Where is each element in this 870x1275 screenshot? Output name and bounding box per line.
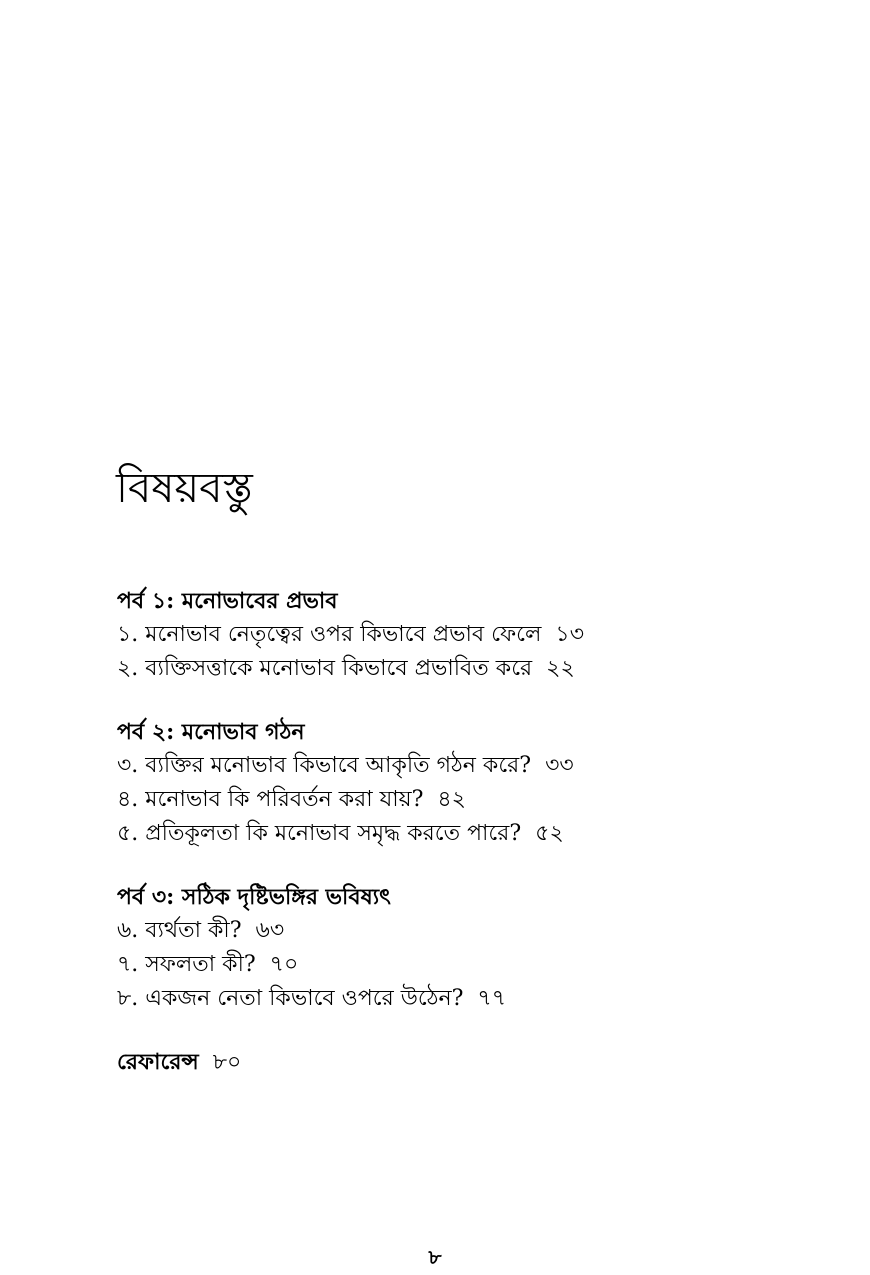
toc-section-3: [117, 880, 817, 1016]
toc-entry-label: ২. ব্যক্তিসত্তাকে মনোভাব কিভাবে প্রভাবিত করে: [117, 656, 533, 681]
references-page: ৮০: [212, 1050, 242, 1075]
toc-entry-label: ৬. ব্যর্থতা কী?: [117, 918, 242, 943]
toc-entry-page: ৫২: [535, 821, 564, 846]
toc-entry[interactable]: [117, 914, 817, 948]
toc-entry-label: ৪. মনোভাব কি পরিবর্তন করা যায়?: [117, 787, 424, 812]
toc-entry-label: ৭. সফলতা কী?: [117, 952, 256, 977]
toc-entry[interactable]: [117, 783, 817, 817]
table-of-contents: [117, 584, 817, 1108]
toc-entry-label: ৩. ব্যক্তির মনোভাব কিভাবে আকৃতি গঠন করে?: [117, 753, 532, 778]
toc-entry[interactable]: [117, 817, 817, 851]
toc-entry[interactable]: [117, 618, 817, 652]
toc-entry-page: ৭০: [269, 952, 299, 977]
toc-section-2: [117, 715, 817, 851]
toc-entry[interactable]: [117, 749, 817, 783]
references-label: রেফারেন্স: [117, 1049, 199, 1075]
toc-entry[interactable]: [117, 652, 817, 686]
toc-entry-label: ৮. একজন নেতা কিভাবে ওপরে উঠেন?: [117, 986, 464, 1011]
toc-entry-label: ৫. প্রতিকূলতা কি মনোভাব সমৃদ্ধ করতে পারে?: [117, 821, 522, 846]
toc-section-1: [117, 584, 817, 686]
toc-references[interactable]: [117, 1045, 817, 1079]
toc-entry-page: ৪২: [437, 787, 466, 812]
toc-entry-page: ১৩: [555, 622, 585, 647]
toc-entry-page: ২২: [546, 656, 575, 681]
toc-entry[interactable]: [117, 982, 817, 1016]
section-heading: পর্ব ২: মনোভাব গঠন: [117, 719, 305, 745]
toc-entry[interactable]: [117, 948, 817, 982]
toc-entry-page: ৩৩: [545, 753, 574, 778]
page-title: বিষয়বস্তু: [116, 463, 253, 512]
toc-entry-page: ৭৭: [477, 986, 507, 1011]
section-heading: পর্ব ৩: সঠিক দৃষ্টিভঙ্গির ভবিষ্যৎ: [117, 884, 391, 910]
toc-entry-page: ৬৩: [255, 918, 285, 943]
references-entry: [117, 1045, 817, 1079]
page-number: ৮: [428, 1245, 442, 1269]
section-heading: পর্ব ১: মনোভাবের প্রভাব: [117, 588, 338, 614]
toc-entry-label: ১. মনোভাব নেতৃত্বের ওপর কিভাবে প্রভাব ফেলে: [117, 622, 542, 647]
